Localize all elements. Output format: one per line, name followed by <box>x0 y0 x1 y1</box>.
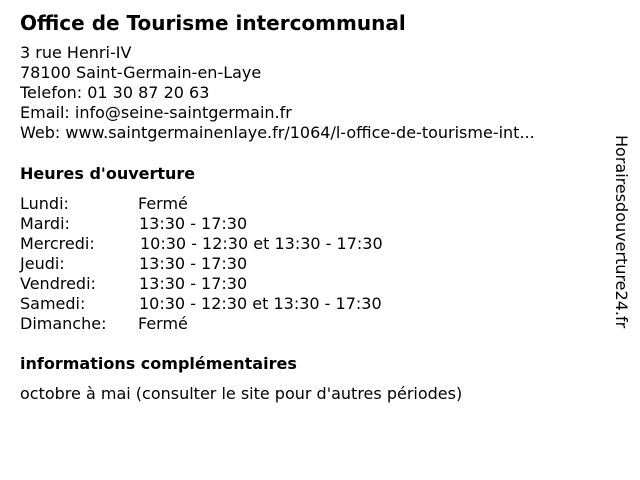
web-line[interactable]: Web: www.saintgermainenlaye.fr/1064/l-office-de-tourisme-int... <box>20 123 535 142</box>
address-city: 78100 Saint-Germain-en-Laye <box>20 63 262 82</box>
hours-value: 10:30 - 12:30 et 13:30 - 17:30 <box>140 234 383 253</box>
email-line[interactable]: Email: info@seine-saintgermain.fr <box>20 103 292 122</box>
day-label: Lundi: <box>20 194 69 213</box>
page-title: Office de Tourisme intercommunal <box>20 11 406 35</box>
info-text: octobre à mai (consulter le site pour d'autres périodes) <box>20 384 463 403</box>
address-street: 3 rue Henri-IV <box>20 43 132 62</box>
info-heading: informations complémentaires <box>20 354 297 373</box>
day-label: Dimanche: <box>20 314 107 333</box>
day-label: Samedi: <box>20 294 86 313</box>
day-label: Vendredi: <box>20 274 96 293</box>
address-block <box>20 43 535 143</box>
hours-value: Fermé <box>138 314 188 333</box>
phone-line[interactable]: Telefon: 01 30 87 20 63 <box>20 83 210 102</box>
hours-value: Fermé <box>138 194 188 213</box>
day-label: Mercredi: <box>20 234 95 253</box>
hours-value: 13:30 - 17:30 <box>139 274 248 293</box>
hours-value: 13:30 - 17:30 <box>139 254 248 273</box>
hours-value: 10:30 - 12:30 et 13:30 - 17:30 <box>139 294 382 313</box>
hours-value: 13:30 - 17:30 <box>139 214 248 233</box>
hours-heading: Heures d'ouverture <box>20 164 196 183</box>
site-watermark: Horairesdouverture24.fr <box>612 135 631 329</box>
day-label: Jeudi: <box>20 254 65 273</box>
day-label: Mardi: <box>20 214 70 233</box>
